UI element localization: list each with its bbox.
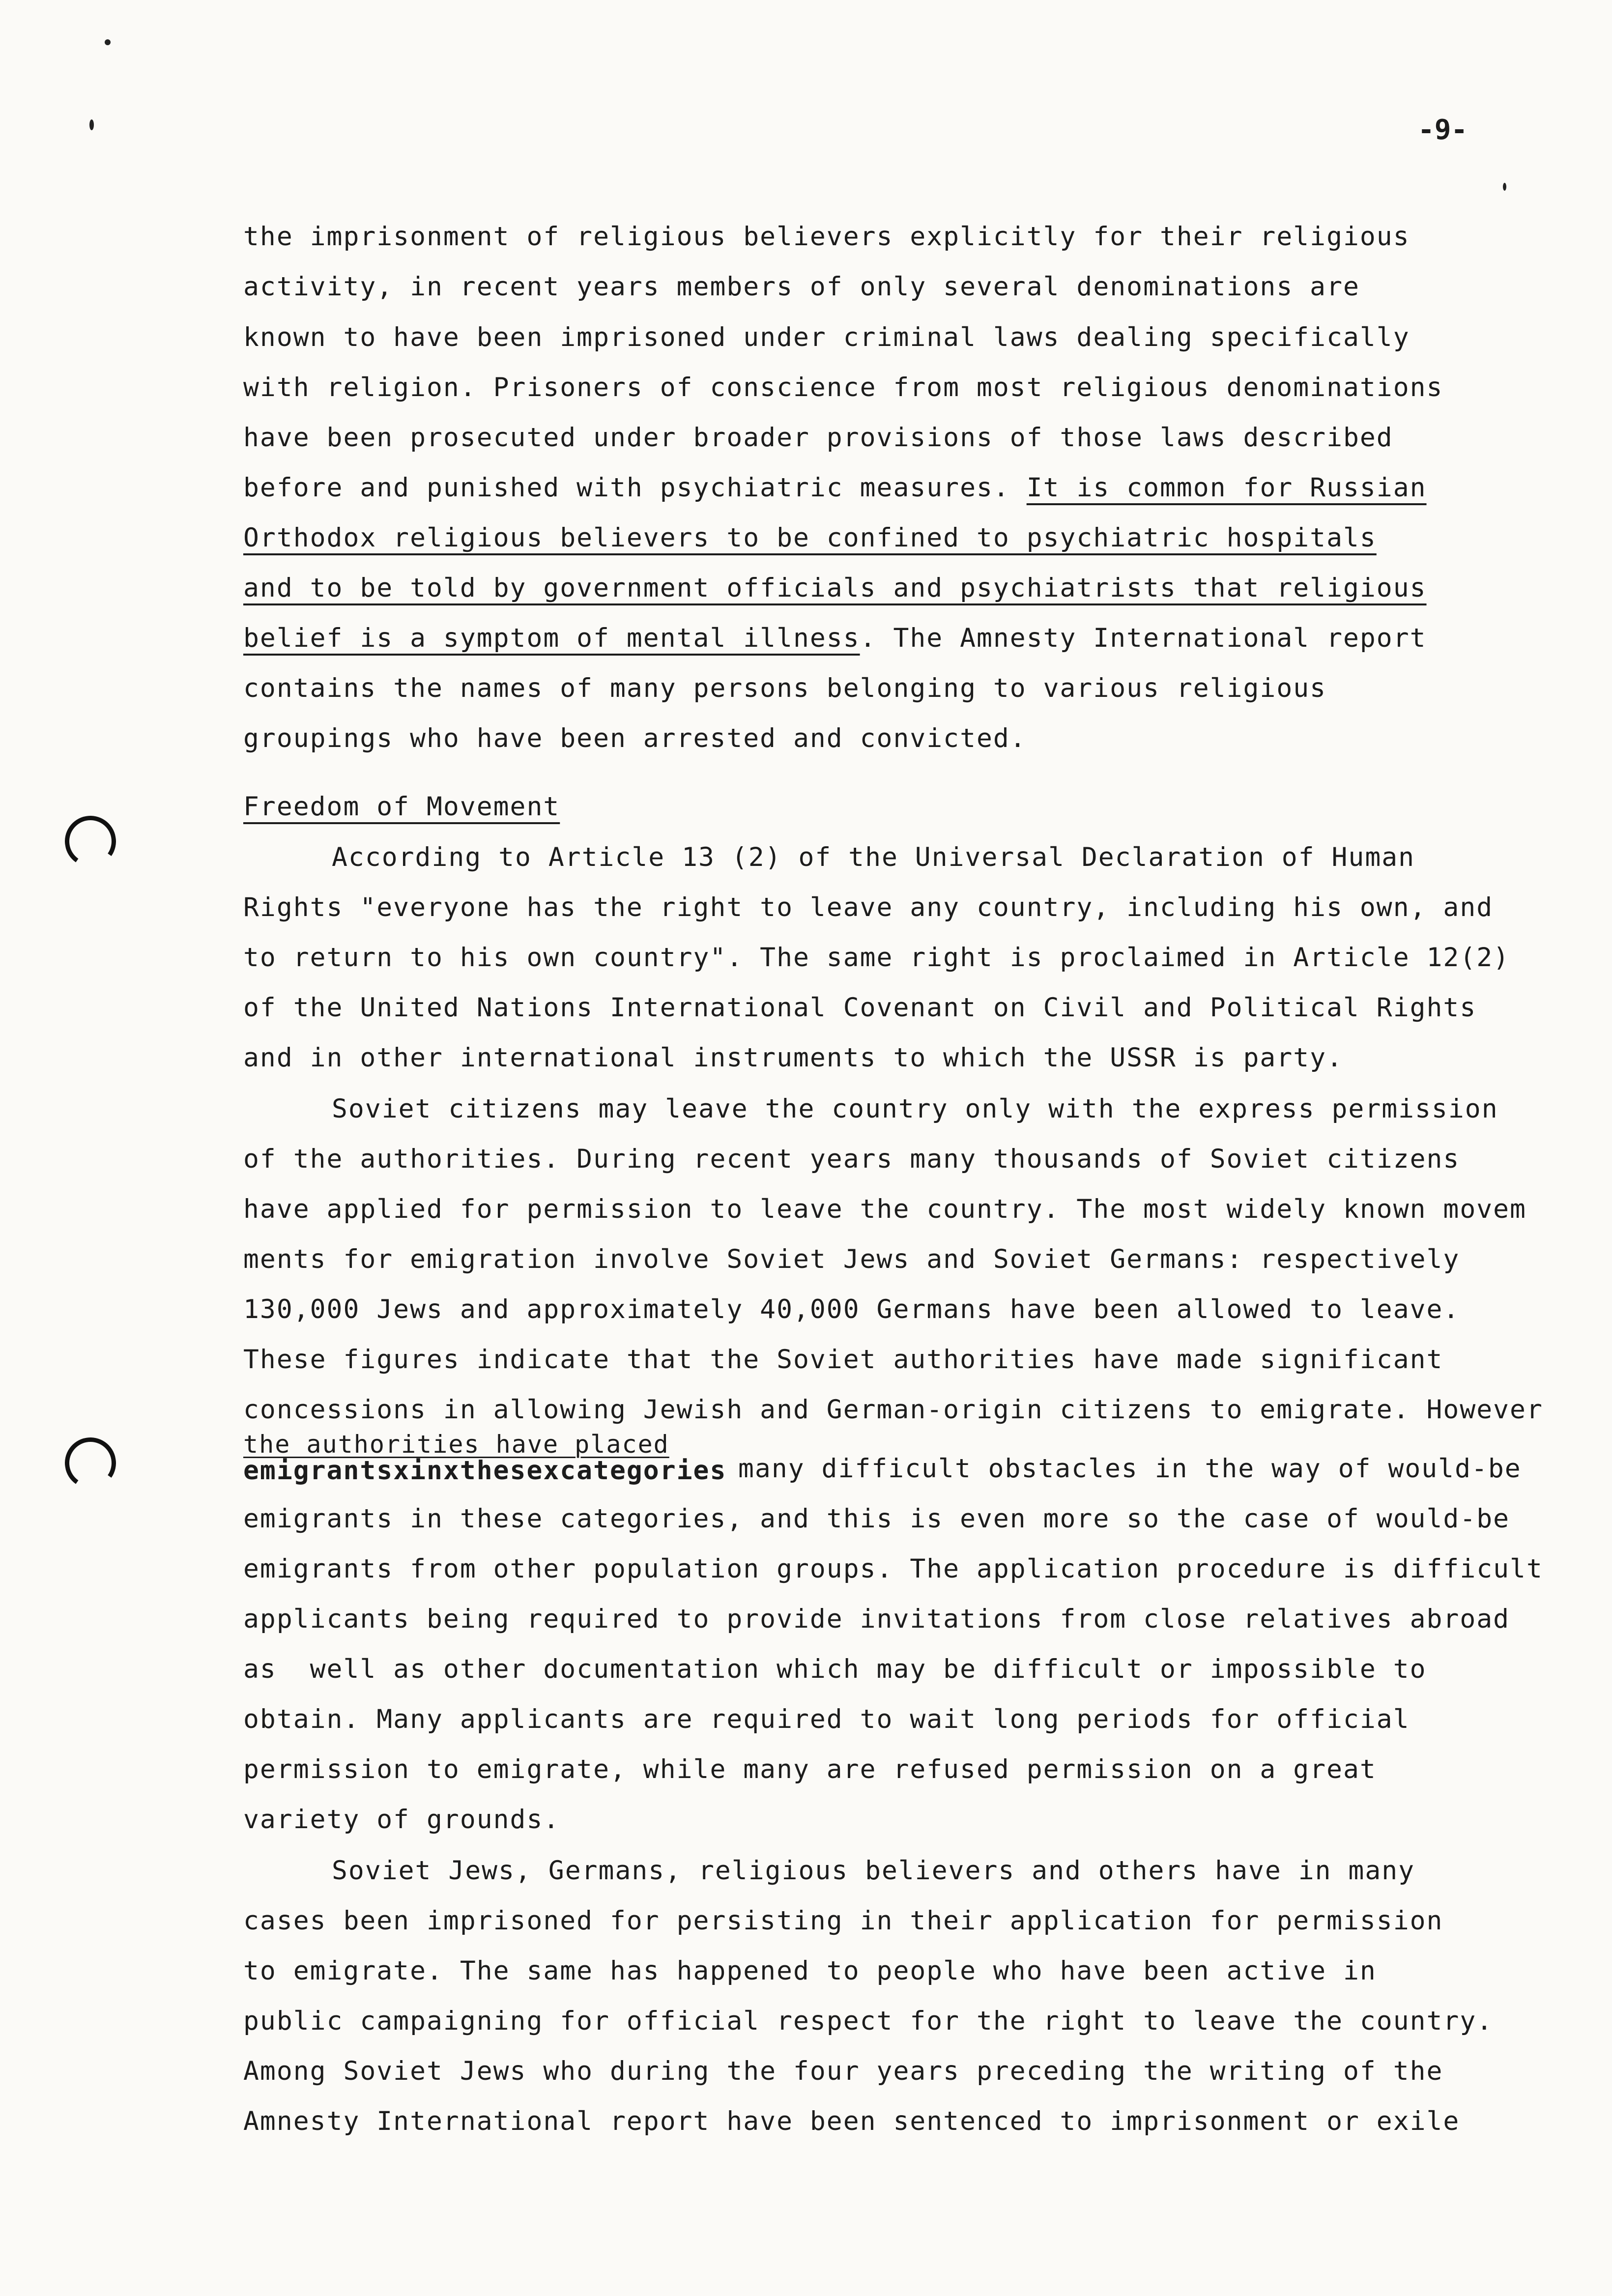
text-line: Soviet citizens may leave the country only with the express permission [332, 1094, 1498, 1124]
underlined-line: and to be told by government officials and psychiatrists that religious [243, 573, 1427, 603]
text-line: These figures indicate that the Soviet authorities have made significant [243, 1345, 1443, 1375]
underlined-text: It is common for Russian [1026, 473, 1427, 503]
text-line: emigrants in these categories, and this is even more so the case of would-be [243, 1504, 1510, 1534]
text-line: emigrants from other population groups. The application procedure is difficult [243, 1554, 1543, 1584]
text-line: of the United Nations International Covenant on Civil and Political Rights [243, 993, 1477, 1023]
text-line: activity, in recent years members of only several denominations are [243, 272, 1360, 302]
text-line: concessions in allowing Jewish and German-origin citizens to emigrate. However [243, 1395, 1543, 1425]
text-line: as well as other documentation which may be difficult or impossible to [243, 1654, 1427, 1684]
text-line: groupings who have been arrested and convicted. [243, 723, 1027, 753]
text-line: and in other international instruments to which the USSR is party. [243, 1043, 1343, 1073]
text-line: have applied for permission to leave the country. The most widely known movem [243, 1194, 1526, 1224]
text-line: applicants being required to provide invitations from close relatives abroad [243, 1604, 1510, 1634]
ink-speck [1503, 183, 1506, 191]
underlined-text: belief is a symptom of mental illness [243, 623, 860, 653]
text-line: to return to his own country". The same right is proclaimed in Article 12(2) [243, 943, 1510, 973]
text-line: ments for emigration involve Soviet Jews and Soviet Germans: respectively [243, 1244, 1460, 1274]
underlined-line: Orthodox religious believers to be confined to psychiatric hospitals [243, 523, 1377, 553]
text-line: have been prosecuted under broader provisions of those laws described [243, 423, 1393, 453]
page-number: -9- [1418, 114, 1468, 146]
text-line: to emigrate. The same has happened to people who have been active in [243, 1956, 1377, 1986]
ink-speck [105, 39, 111, 45]
text-line: According to Article 13 (2) of the Universal Declaration of Human [332, 842, 1415, 872]
text-line: 130,000 Jews and approximately 40,000 Germans have been allowed to leave. [243, 1294, 1460, 1324]
text-line: of the authorities. During recent years many thousands of Soviet citizens [243, 1144, 1460, 1174]
text-line: public campaigning for official respect for the right to leave the country. [243, 2006, 1494, 2036]
ink-speck [89, 119, 94, 130]
text-line [243, 475, 1427, 501]
text-line: Rights "everyone has the right to leave any country, including his own, and [243, 892, 1494, 922]
text-line: Among Soviet Jews who during the four years preceding the writing of the [243, 2056, 1443, 2086]
punch-hole-bottom [61, 1434, 120, 1492]
text-line: with religion. Prisoners of conscience from most religious denominations [243, 373, 1443, 402]
text-line: the imprisonment of religious believers explicitly for their religious [243, 222, 1410, 252]
handwritten-insertion: the authorities have placed [243, 1430, 669, 1459]
text-line: many difficult obstacles in the way of would-be [738, 1454, 1522, 1484]
text-line: cases been imprisoned for persisting in their application for permission [243, 1906, 1443, 1936]
text-segment: before and punished with psychiatric measures. [243, 473, 1027, 503]
punch-hole-top [61, 812, 120, 871]
section-heading: Freedom of Movement [243, 792, 560, 822]
text-line [243, 625, 1427, 651]
text-line: Amnesty International report have been sentenced to imprisonment or exile [243, 2106, 1460, 2136]
text-line: Soviet Jews, Germans, religious believers and others have in many [332, 1856, 1415, 1886]
text-line: variety of grounds. [243, 1805, 560, 1835]
struck-out-text: emigrantsxinxthesexcategories [243, 1456, 727, 1486]
text-line: contains the names of many persons belonging to various religious [243, 673, 1327, 703]
text-line: known to have been imprisoned under criminal laws dealing specifically [243, 322, 1410, 352]
text-segment: . The Amnesty International report [860, 623, 1427, 653]
text-line: obtain. Many applicants are required to wait long periods for official [243, 1704, 1410, 1734]
text-line: permission to emigrate, while many are refused permission on a great [243, 1754, 1377, 1784]
